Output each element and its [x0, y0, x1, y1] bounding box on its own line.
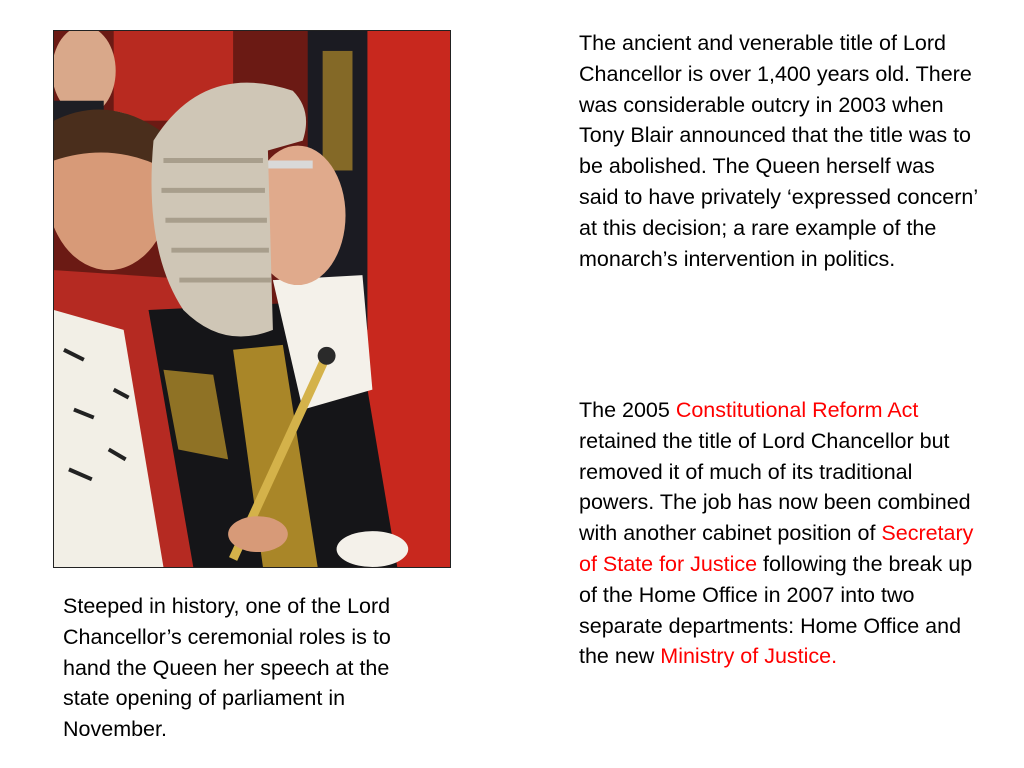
intro-paragraph: The ancient and venerable title of Lord Chancellor is over 1,400 years old. There was considerable outcry in 2003 when Tony Blair announced that the title was to be abolished. The Queen herself was said to have privately ‘expressed concern’ at this decision; a rare example of the monarch’s intervention in politics.: [579, 31, 978, 271]
ministry-of-justice-link[interactable]: Ministry of Justice.: [660, 644, 838, 669]
constitutional-reform-act-link[interactable]: Constitutional Reform Act: [675, 398, 919, 422]
reform-text-3: following the break up of the Home Office in 2007 into two separate departments: Home Office and the new: [579, 551, 973, 669]
ceremony-illustration: [54, 31, 450, 567]
lord-chancellor-photo: [53, 30, 451, 568]
secretary-of-state-link[interactable]: Secretary of State for Justice: [579, 521, 974, 576]
left-man-hand: [228, 516, 288, 552]
reform-text-1: The 2005: [579, 398, 676, 422]
uniform-gold-braid: [323, 51, 353, 171]
staff-knob: [318, 347, 336, 365]
chancellor-cuff: [337, 531, 409, 567]
reform-text-2: retained the title of Lord Chancellor but removed it of much of its traditional powers. The job has now been combined with another cabinet position of: [579, 428, 971, 546]
reform-paragraph: [579, 395, 979, 672]
photo-caption: Steeped in history, one of the Lord Chancellor’s ceremonial roles is to hand the Queen her speech at the state opening of parliament in November.: [63, 594, 391, 742]
